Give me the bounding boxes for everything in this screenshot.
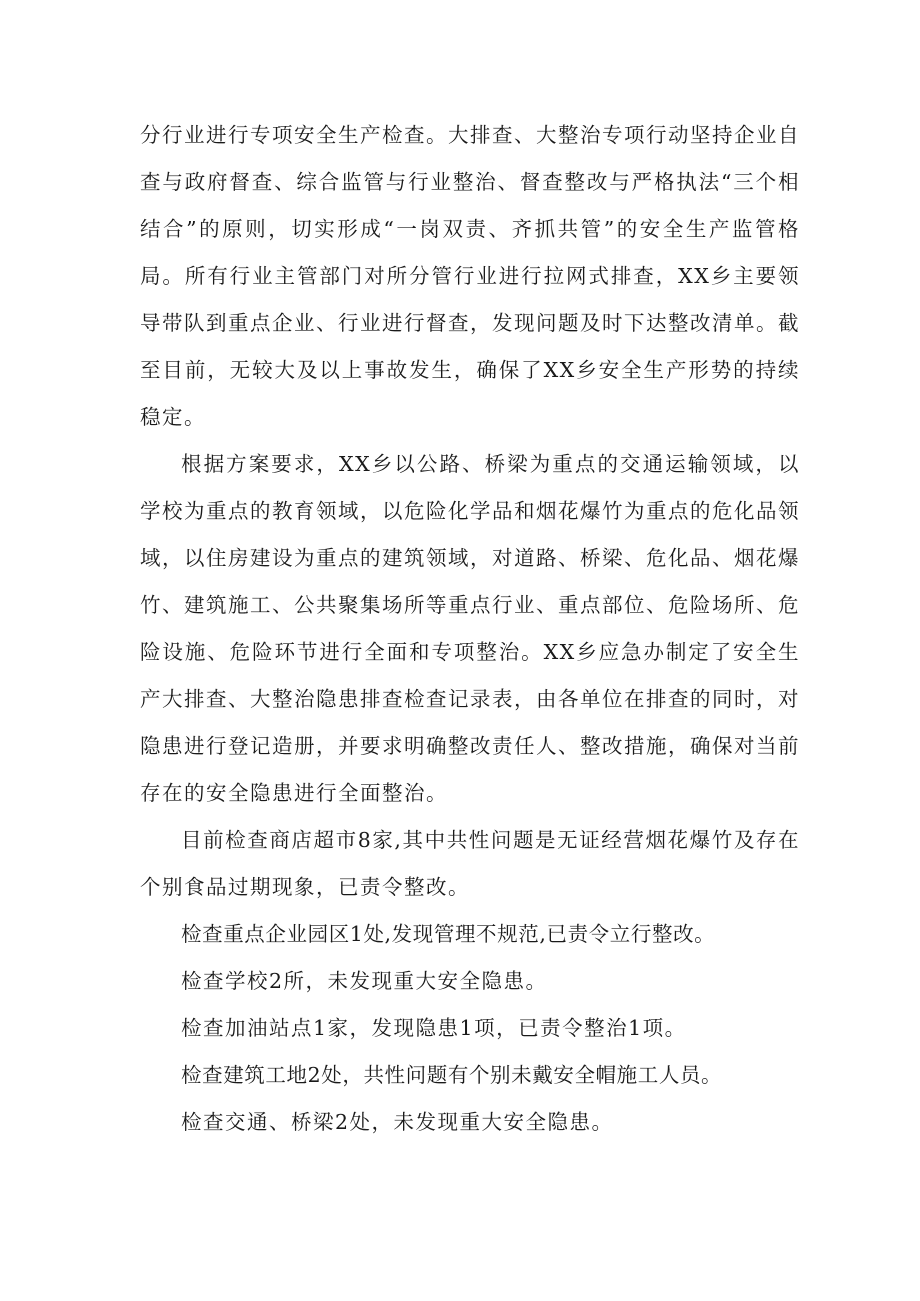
paragraph-industrial-park-inspection: 检查重点企业园区1处,发现管理不规范,已责令立行整改。 [181,922,716,946]
paragraph-gas-station-inspection: 检查加油站点1家，发现隐患1项，已责令整治1项。 [181,1016,687,1040]
paragraph-safety-inspection-summary: 分行业进行专项安全生产检查。大排查、大整治专项行动坚持企业自查与政府督查、综合监管与行业整治、督查整改与严格执法“三个相结合”的原则，切实形成“一岗双责、齐抓共管”的安全生产监管格局。所有行业主管部门对所分管行业进行拉网式排查，XX乡主要领导带队到重点企业、行业进行督查，发现问题及时下达整改清单。截至目前，无较大及以上事故发生，确保了XX乡安全生产形势的持续稳定。 [140,123,800,429]
document-body [140,112,800,1146]
paragraph-construction-site-inspection: 检查建筑工地2处，共性问题有个别未戴安全帽施工人员。 [181,1063,723,1087]
paragraph-key-sector-rectification: 根据方案要求，XX乡以公路、桥梁为重点的交通运输领域，以学校为重点的教育领域，以危险化学品和烟花爆竹为重点的危化品领域，以住房建设为重点的建筑领域，对道路、桥梁、危化品、烟花爆竹、建筑施工、公共聚集场所等重点行业、重点部位、危险场所、危险设施、危险环节进行全面和专项整治。XX乡应急办制定了安全生产大排查、大整治隐患排查检查记录表，由各单位在排查的同时，对隐患进行登记造册，并要求明确整改责任人、整改措施，确保对当前存在的安全隐患进行全面整治。 [140,452,800,805]
paragraph-schools-inspection: 检查学校2所，未发现重大安全隐患。 [181,969,548,993]
paragraph-stores-inspection: 目前检查商店超市8家,其中共性问题是无证经营烟花爆竹及存在个别食品过期现象，已责令整改。 [140,828,800,899]
paragraph-traffic-bridge-inspection: 检查交通、桥梁2处，未发现重大安全隐患。 [181,1110,614,1134]
